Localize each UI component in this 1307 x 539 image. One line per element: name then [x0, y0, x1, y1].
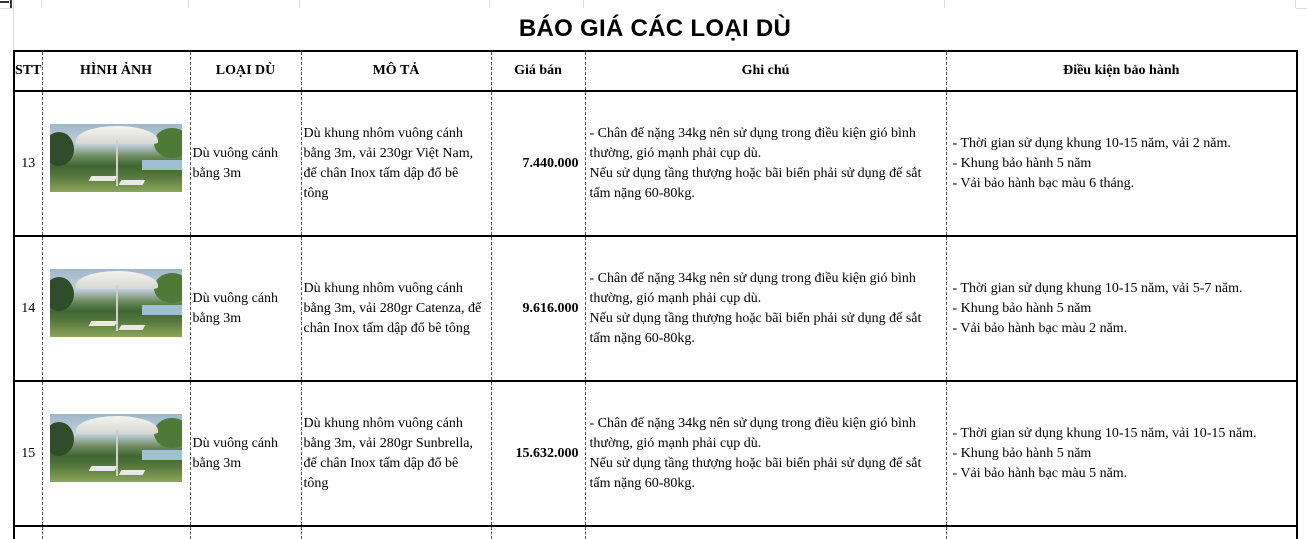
- cell-note[interactable]: - Chân đế nặng 34kg nên sử dụng trong điều kiện gió bình thường, gió mạnh phải cụp dù. Nếu sử dụng tầng thượng hoặc bãi biển phải sử dụng đế sắt tấm nặng 60-80kg.: [585, 91, 946, 236]
- cell-warranty[interactable]: - Thời gian sử dụng khung 10-15 năm, vải 5-7 năm. - Khung bảo hành 5 năm - Vải bảo hành bạc màu 2 năm.: [946, 236, 1297, 381]
- cell-image[interactable]: [42, 381, 190, 526]
- table-row: [14, 526, 1297, 539]
- header-stt[interactable]: STT: [14, 51, 42, 91]
- sheet-title[interactable]: BÁO GIÁ CÁC LOẠI DÙ: [14, 8, 1296, 50]
- cell-price[interactable]: 9.616.000: [491, 236, 585, 381]
- empty-cell[interactable]: [14, 526, 42, 539]
- header-warranty[interactable]: Điều kiện bảo hành: [946, 51, 1297, 91]
- cell-warranty[interactable]: - Thời gian sử dụng khung 10-15 năm, vải 2 năm. - Khung bảo hành 5 năm - Vải bảo hành bạc màu 6 tháng.: [946, 91, 1297, 236]
- empty-cell[interactable]: [42, 526, 190, 539]
- empty-cell[interactable]: [491, 526, 585, 539]
- cell-description[interactable]: Dù khung nhôm vuông cánh bằng 3m, vải 230gr Việt Nam, đế chân Inox tấm dập đổ bê tông: [301, 91, 491, 236]
- header-type[interactable]: LOẠI DÙ: [190, 51, 301, 91]
- empty-cell[interactable]: [946, 526, 1297, 539]
- cell-type[interactable]: Dù vuông cánh bằng 3m: [190, 236, 301, 381]
- cell-image[interactable]: [42, 236, 190, 381]
- cell-price[interactable]: 15.632.000: [491, 381, 585, 526]
- umbrella-photo[interactable]: [50, 124, 182, 192]
- header-note[interactable]: Ghi chú: [585, 51, 946, 91]
- cell-stt[interactable]: 13: [14, 91, 42, 236]
- cell-description[interactable]: Dù khung nhôm vuông cánh bằng 3m, vải 280gr Catenza, đế chân Inox tấm dập đổ bê tông: [301, 236, 491, 381]
- price-table: [13, 50, 1298, 539]
- cell-note[interactable]: - Chân đế nặng 34kg nên sử dụng trong điều kiện gió bình thường, gió mạnh phải cụp dù. Nếu sử dụng tầng thượng hoặc bãi biển phải sử dụng đế sắt tấm nặng 60-80kg.: [585, 236, 946, 381]
- empty-cell[interactable]: [190, 526, 301, 539]
- cell-price[interactable]: 7.440.000: [491, 91, 585, 236]
- cell-image[interactable]: [42, 91, 190, 236]
- table-row: [14, 236, 1297, 381]
- cell-note[interactable]: - Chân đế nặng 34kg nên sử dụng trong điều kiện gió bình thường, gió mạnh phải cụp dù. Nếu sử dụng tầng thượng hoặc bãi biển phải sử dụng đế sắt tấm nặng 60-80kg.: [585, 381, 946, 526]
- cell-type[interactable]: Dù vuông cánh bằng 3m: [190, 381, 301, 526]
- empty-cell[interactable]: [301, 526, 491, 539]
- header-price[interactable]: Giá bán: [491, 51, 585, 91]
- empty-cell[interactable]: [585, 526, 946, 539]
- umbrella-photo[interactable]: [50, 269, 182, 337]
- cell-stt[interactable]: 14: [14, 236, 42, 381]
- cell-description[interactable]: Dù khung nhôm vuông cánh bằng 3m, vải 280gr Sunbrella, đế chân Inox tấm dập đổ bê tông: [301, 381, 491, 526]
- table-row: [14, 91, 1297, 236]
- header-row: [14, 51, 1297, 91]
- cell-type[interactable]: Dù vuông cánh bằng 3m: [190, 91, 301, 236]
- cell-stt[interactable]: 15: [14, 381, 42, 526]
- umbrella-photo[interactable]: [50, 414, 182, 482]
- table-row: [14, 381, 1297, 526]
- cell-warranty[interactable]: - Thời gian sử dụng khung 10-15 năm, vải 10-15 năm. - Khung bảo hành 5 năm - Vải bảo hành bạc màu 5 năm.: [946, 381, 1297, 526]
- select-all-corner[interactable]: [0, 0, 14, 8]
- header-description[interactable]: MÔ TẢ: [301, 51, 491, 91]
- header-image[interactable]: HÌNH ẢNH: [42, 51, 190, 91]
